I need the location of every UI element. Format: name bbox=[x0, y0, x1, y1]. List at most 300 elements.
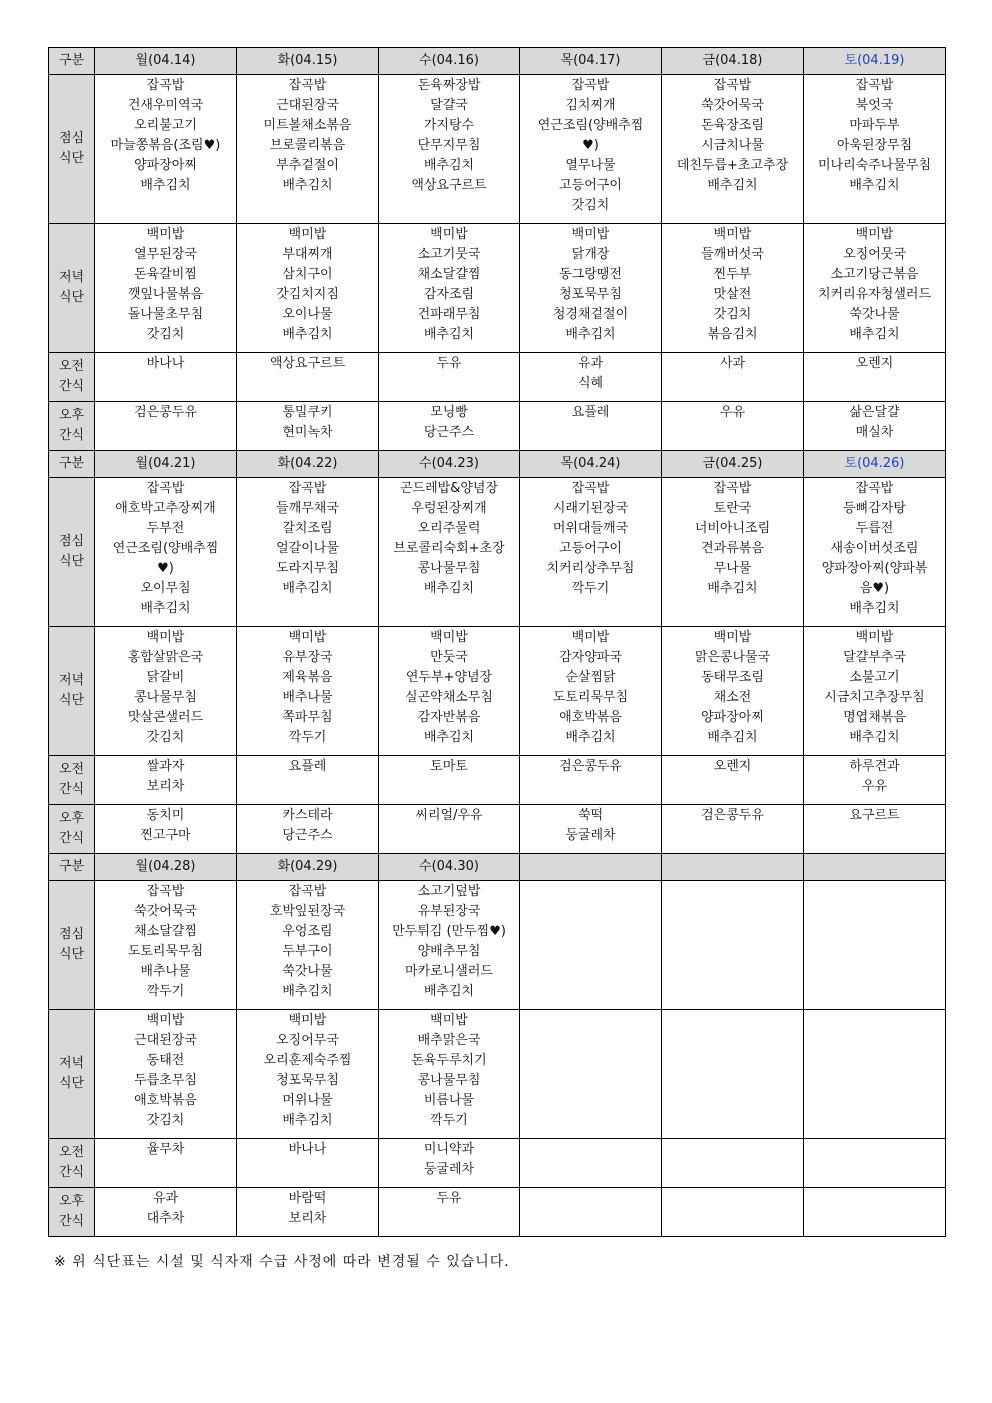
menu-item: 비름나물 bbox=[423, 1093, 475, 1108]
menu-item: 채소달걀찜 bbox=[134, 924, 197, 939]
row-label bbox=[49, 402, 95, 451]
menu-item: 배추김치 bbox=[423, 984, 475, 999]
menu-cell bbox=[379, 75, 520, 224]
menu-item: 홍합살맑은국 bbox=[127, 650, 204, 665]
menu-item: 북엇국 bbox=[855, 98, 894, 113]
menu-cell bbox=[804, 75, 946, 224]
menu-cell bbox=[804, 756, 946, 805]
menu-cell bbox=[379, 881, 520, 1010]
menu-item: 쌀과자 bbox=[146, 759, 185, 774]
menu-cell bbox=[520, 75, 662, 224]
menu-item: 배추김치 bbox=[423, 327, 475, 342]
menu-item: 맑은콩나물국 bbox=[694, 650, 771, 665]
menu-cell bbox=[520, 224, 662, 353]
menu-item: 두유 bbox=[436, 1191, 462, 1206]
menu-item: 동치미 bbox=[146, 808, 185, 823]
menu-item: 검은콩두유 bbox=[134, 405, 197, 420]
menu-cell bbox=[804, 1139, 946, 1188]
row-label bbox=[49, 478, 95, 627]
row-label-line: 식단 bbox=[58, 693, 85, 708]
menu-cell bbox=[237, 224, 379, 353]
day-date: 월(04.28) bbox=[95, 854, 237, 881]
menu-item: 제육볶음 bbox=[282, 670, 333, 685]
menu-cell bbox=[237, 627, 379, 756]
menu-item: 배추김치 bbox=[282, 1113, 333, 1128]
menu-item: 양파장아찌 bbox=[134, 158, 197, 173]
menu-item: 돈육두루치기 bbox=[411, 1053, 487, 1068]
menu-item: 고등어구이 bbox=[559, 178, 622, 193]
menu-item: 맛살콘샐러드 bbox=[127, 710, 204, 725]
row-label-line: 오후 bbox=[58, 811, 85, 826]
menu-item: 청포묵무침 bbox=[276, 1073, 339, 1088]
menu-item: 배추김치 bbox=[849, 327, 900, 342]
menu-item: 양배추무침 bbox=[417, 944, 481, 959]
menu-item: 배추김치 bbox=[707, 178, 758, 193]
menu-item: 배추김치 bbox=[282, 581, 333, 596]
menu-cell bbox=[662, 756, 804, 805]
menu-item: 고등어구이 bbox=[559, 541, 622, 556]
menu-cell bbox=[95, 1188, 237, 1237]
row-label bbox=[49, 1139, 95, 1188]
row-label bbox=[49, 75, 95, 224]
menu-cell bbox=[379, 478, 520, 627]
menu-item: 백미밥 bbox=[430, 630, 468, 645]
menu-item: 하루견과 bbox=[849, 759, 900, 774]
menu-item: 배추김치 bbox=[707, 581, 758, 596]
week-header-row bbox=[49, 451, 946, 478]
menu-item: 소고기덮밥 bbox=[417, 884, 481, 899]
day-date: 목(04.17) bbox=[520, 48, 662, 75]
menu-item: 배추김치 bbox=[849, 601, 900, 616]
pm-snack-row bbox=[49, 1188, 946, 1237]
menu-cell bbox=[804, 1010, 946, 1139]
menu-item: 만둣국 bbox=[430, 650, 468, 665]
menu-item: 콩나물무침 bbox=[417, 561, 481, 576]
day-date: 수(04.30) bbox=[379, 854, 520, 881]
menu-item: 두부전 bbox=[146, 521, 185, 536]
menu-cell bbox=[95, 478, 237, 627]
menu-item: 가지탕수 bbox=[423, 118, 475, 133]
menu-item: 오징어뭇국 bbox=[843, 247, 906, 262]
menu-cell bbox=[662, 224, 804, 353]
menu-item: 콩나물무침 bbox=[134, 690, 197, 705]
menu-item: 사과 bbox=[719, 356, 746, 371]
menu-item: 유과 bbox=[577, 356, 604, 371]
menu-item: 만두튀김 (만두찜♥) bbox=[392, 924, 506, 939]
menu-item: 미나리숙주나물무침 bbox=[817, 158, 932, 173]
menu-item: 우유 bbox=[861, 779, 888, 794]
menu-item: 두릅초무침 bbox=[134, 1073, 197, 1088]
am-snack-row bbox=[49, 353, 946, 402]
menu-item: 오이나물 bbox=[282, 307, 333, 322]
header-label: 구분 bbox=[49, 48, 95, 75]
menu-item: 현미녹차 bbox=[282, 425, 333, 440]
menu-item: 삶은달걀 bbox=[849, 405, 900, 420]
menu-item: 머위나물 bbox=[282, 1093, 333, 1108]
menu-cell bbox=[662, 1139, 804, 1188]
menu-item: 잡곡밥 bbox=[571, 78, 610, 93]
menu-item: 백미밥 bbox=[146, 227, 185, 242]
menu-item: 너비아니조림 bbox=[694, 521, 771, 536]
menu-item: 잡곡밥 bbox=[713, 481, 752, 496]
menu-item: 김치찌개 bbox=[565, 98, 616, 113]
menu-cell bbox=[804, 1188, 946, 1237]
row-label-line: 저녁 bbox=[58, 270, 85, 285]
menu-item: 백미밥 bbox=[855, 227, 894, 242]
menu-item: 갓김치 bbox=[146, 327, 185, 342]
menu-item: 바나나 bbox=[288, 1142, 327, 1157]
menu-item: ♥) bbox=[157, 561, 174, 576]
menu-item: 근대된장국 bbox=[134, 1033, 197, 1048]
menu-item: 쑥떡 bbox=[577, 808, 604, 823]
menu-item: 배추김치 bbox=[282, 327, 333, 342]
menu-cell bbox=[804, 805, 946, 854]
menu-item: 우엉조림 bbox=[282, 924, 333, 939]
day-date: 수(04.16) bbox=[379, 48, 520, 75]
row-label-line: 오전 bbox=[58, 1145, 85, 1160]
row-label-line: 오전 bbox=[58, 762, 85, 777]
menu-item: 백미밥 bbox=[288, 227, 327, 242]
menu-item: 검은콩두유 bbox=[701, 808, 764, 823]
menu-item: 배추맑은국 bbox=[417, 1033, 481, 1048]
menu-item: 마늘쫑볶음(조림♥) bbox=[110, 138, 221, 153]
day-date: 금(04.25) bbox=[662, 451, 804, 478]
lunch-row bbox=[49, 75, 946, 224]
menu-item: 동그랑땡전 bbox=[559, 267, 622, 282]
lunch-row bbox=[49, 881, 946, 1010]
menu-item: 둥굴레차 bbox=[423, 1162, 475, 1177]
menu-item: 쑥갓어묵국 bbox=[134, 904, 197, 919]
menu-item: 두릅전 bbox=[855, 521, 894, 536]
row-label-line: 간식 bbox=[58, 1214, 85, 1229]
menu-item: 오리불고기 bbox=[134, 118, 197, 133]
menu-item: 오리주물럭 bbox=[417, 521, 481, 536]
day-date: 월(04.14) bbox=[95, 48, 237, 75]
menu-item: 둥굴레차 bbox=[565, 828, 616, 843]
menu-item: 돈육갈비찜 bbox=[134, 267, 197, 282]
menu-item: 유부된장국 bbox=[417, 904, 481, 919]
menu-cell bbox=[662, 478, 804, 627]
menu-item: 백미밥 bbox=[713, 227, 752, 242]
menu-item: 소고기뭇국 bbox=[417, 247, 481, 262]
menu-item: 찐두부 bbox=[713, 267, 752, 282]
row-label-line: 점심 bbox=[58, 927, 85, 942]
menu-item: 씨리얼/우유 bbox=[415, 808, 483, 823]
menu-item: 순살찜닭 bbox=[565, 670, 616, 685]
menu-item: 배추김치 bbox=[282, 984, 333, 999]
menu-item: 백미밥 bbox=[430, 1013, 468, 1028]
menu-item: 건새우미역국 bbox=[127, 98, 204, 113]
menu-item: 율무차 bbox=[146, 1142, 185, 1157]
menu-item: 요구르트 bbox=[849, 808, 900, 823]
menu-item: 찐고구마 bbox=[140, 828, 191, 843]
menu-cell bbox=[379, 353, 520, 402]
menu-item: 동태전 bbox=[146, 1053, 185, 1068]
menu-item: 당근주스 bbox=[282, 828, 333, 843]
menu-item: 들깨버섯국 bbox=[701, 247, 764, 262]
menu-cell bbox=[520, 478, 662, 627]
menu-item: 백미밥 bbox=[571, 227, 610, 242]
am-snack-row bbox=[49, 1139, 946, 1188]
dinner-row bbox=[49, 224, 946, 353]
menu-item: 백미밥 bbox=[288, 630, 327, 645]
row-label-line: 식단 bbox=[58, 554, 85, 569]
row-label bbox=[49, 756, 95, 805]
dinner-row bbox=[49, 627, 946, 756]
menu-item: 돌나물초무침 bbox=[127, 307, 204, 322]
menu-item: 청경채겉절이 bbox=[552, 307, 629, 322]
menu-cell bbox=[520, 1139, 662, 1188]
menu-cell bbox=[379, 1139, 520, 1188]
menu-item: 배추김치 bbox=[849, 730, 900, 745]
day-date bbox=[520, 854, 662, 881]
menu-item: 치커리유자청샐러드 bbox=[817, 287, 932, 302]
menu-cell bbox=[95, 402, 237, 451]
menu-item: 갈치조림 bbox=[282, 521, 333, 536]
menu-item: 양파장아찌 bbox=[701, 710, 764, 725]
menu-item: 근대된장국 bbox=[276, 98, 339, 113]
menu-cell bbox=[804, 627, 946, 756]
menu-item: 모닝빵 bbox=[430, 405, 468, 420]
menu-item: 시금치고추장무침 bbox=[824, 690, 925, 705]
meal-schedule-table bbox=[48, 47, 946, 1237]
day-date bbox=[662, 854, 804, 881]
menu-item: 당근주스 bbox=[423, 425, 475, 440]
menu-item: 우유 bbox=[719, 405, 746, 420]
menu-cell bbox=[662, 1188, 804, 1237]
menu-item: 토란국 bbox=[713, 501, 752, 516]
menu-item: 오리훈제숙주찜 bbox=[263, 1053, 352, 1068]
menu-item: 잡곡밥 bbox=[855, 78, 894, 93]
menu-item: 곤드레밥&양념장 bbox=[399, 481, 499, 496]
menu-cell bbox=[95, 756, 237, 805]
menu-item: 잡곡밥 bbox=[146, 884, 185, 899]
menu-item: 도토리묵무침 bbox=[552, 690, 629, 705]
header-label: 구분 bbox=[49, 451, 95, 478]
menu-cell bbox=[95, 353, 237, 402]
menu-item: 들깨무채국 bbox=[276, 501, 339, 516]
menu-item: 배추김치 bbox=[140, 601, 191, 616]
row-label-line: 간식 bbox=[58, 831, 85, 846]
menu-cell bbox=[237, 805, 379, 854]
header-label: 구분 bbox=[49, 854, 95, 881]
menu-item: 백미밥 bbox=[146, 630, 185, 645]
menu-item: 갓김치 bbox=[713, 307, 752, 322]
menu-cell bbox=[804, 353, 946, 402]
menu-item: 견과류볶음 bbox=[701, 541, 764, 556]
menu-item: 바람떡 bbox=[288, 1191, 327, 1206]
menu-item: 열무된장국 bbox=[134, 247, 197, 262]
menu-item: 달걀국 bbox=[430, 98, 468, 113]
menu-item: 깍두기 bbox=[430, 1113, 468, 1128]
menu-item: 오징어무국 bbox=[276, 1033, 339, 1048]
menu-item: 백미밥 bbox=[288, 1013, 327, 1028]
menu-item: 호박잎된장국 bbox=[269, 904, 346, 919]
menu-item: 토마토 bbox=[430, 759, 468, 774]
menu-cell bbox=[237, 478, 379, 627]
menu-item: 백미밥 bbox=[430, 227, 468, 242]
menu-item: 음♥) bbox=[859, 581, 890, 596]
row-label-line: 오전 bbox=[58, 359, 85, 374]
week-header-row bbox=[49, 48, 946, 75]
menu-item: 요플레 bbox=[288, 759, 327, 774]
menu-item: 잡곡밥 bbox=[713, 78, 752, 93]
menu-item: 감자반볶음 bbox=[417, 710, 481, 725]
menu-item: 시래기된장국 bbox=[552, 501, 629, 516]
menu-item: 대추차 bbox=[146, 1211, 185, 1226]
menu-cell bbox=[237, 353, 379, 402]
menu-cell bbox=[662, 1010, 804, 1139]
menu-item: 돈육짜장밥 bbox=[417, 78, 481, 93]
menu-item: 돈육장조림 bbox=[701, 118, 764, 133]
menu-cell bbox=[95, 224, 237, 353]
menu-item: 양파장아찌(양파볶 bbox=[821, 561, 928, 576]
menu-item: 깻잎나물볶음 bbox=[127, 287, 204, 302]
menu-cell bbox=[95, 805, 237, 854]
pm-snack-row bbox=[49, 805, 946, 854]
menu-cell bbox=[804, 881, 946, 1010]
menu-cell bbox=[379, 402, 520, 451]
menu-cell bbox=[237, 881, 379, 1010]
day-date: 금(04.18) bbox=[662, 48, 804, 75]
menu-item: 부대찌개 bbox=[282, 247, 333, 262]
menu-cell bbox=[379, 805, 520, 854]
menu-item: 배추김치 bbox=[565, 327, 616, 342]
menu-item: 검은콩두유 bbox=[559, 759, 622, 774]
day-date: 월(04.21) bbox=[95, 451, 237, 478]
menu-cell bbox=[520, 805, 662, 854]
menu-cell bbox=[95, 75, 237, 224]
menu-item: 보리차 bbox=[146, 779, 185, 794]
row-label-line: 오후 bbox=[58, 1194, 85, 1209]
menu-item: 두유 bbox=[436, 356, 462, 371]
menu-item: 갓김치 bbox=[146, 730, 185, 745]
row-label bbox=[49, 881, 95, 1010]
pm-snack-row bbox=[49, 402, 946, 451]
menu-cell bbox=[662, 353, 804, 402]
menu-item: 미트볼채소볶음 bbox=[263, 118, 352, 133]
menu-item: 소고기당근볶음 bbox=[830, 267, 919, 282]
menu-item: 백미밥 bbox=[146, 1013, 185, 1028]
menu-item: 갓김치 bbox=[571, 198, 610, 213]
row-label-line: 식단 bbox=[58, 290, 85, 305]
menu-item: 깍두기 bbox=[146, 984, 185, 999]
menu-item: 등뼈감자탕 bbox=[843, 501, 906, 516]
menu-item: 애호박볶음 bbox=[134, 1093, 197, 1108]
menu-item: 도라지무침 bbox=[276, 561, 339, 576]
menu-item: 시금치나물 bbox=[701, 138, 764, 153]
menu-item: 매실차 bbox=[855, 425, 894, 440]
menu-cell bbox=[237, 402, 379, 451]
day-date bbox=[804, 854, 946, 881]
menu-cell bbox=[804, 224, 946, 353]
menu-cell bbox=[95, 881, 237, 1010]
menu-item: 액상요구르트 bbox=[269, 356, 346, 371]
menu-item: 백미밥 bbox=[855, 630, 894, 645]
dinner-row bbox=[49, 1010, 946, 1139]
day-date: 화(04.15) bbox=[237, 48, 379, 75]
menu-item: 부추겉절이 bbox=[276, 158, 339, 173]
menu-item: 오렌지 bbox=[855, 356, 894, 371]
row-label-line: 저녁 bbox=[58, 1056, 85, 1071]
menu-item: 배추김치 bbox=[849, 178, 900, 193]
menu-item: 통밀쿠키 bbox=[282, 405, 333, 420]
menu-cell bbox=[520, 881, 662, 1010]
am-snack-row bbox=[49, 756, 946, 805]
menu-item: 브로콜리숙회+초장 bbox=[393, 541, 505, 556]
row-label-line: 점심 bbox=[58, 534, 85, 549]
menu-item: 갓김치지짐 bbox=[276, 287, 339, 302]
menu-item: 소불고기 bbox=[849, 670, 900, 685]
menu-cell bbox=[662, 805, 804, 854]
day-date: 토(04.26) bbox=[804, 451, 946, 478]
day-date: 화(04.22) bbox=[237, 451, 379, 478]
menu-item: 쑥갓어묵국 bbox=[701, 98, 764, 113]
menu-item: 배추나물 bbox=[282, 690, 333, 705]
menu-cell bbox=[379, 224, 520, 353]
footnote: ※ 위 식단표는 시설 및 식자재 수급 사정에 따라 변경될 수 있습니다. bbox=[54, 1254, 510, 1270]
menu-item: 얼갈이나물 bbox=[276, 541, 339, 556]
row-label bbox=[49, 1188, 95, 1237]
menu-item: 명엽채볶음 bbox=[843, 710, 906, 725]
row-label-line: 간식 bbox=[58, 782, 85, 797]
menu-item: 머위대들깨국 bbox=[552, 521, 629, 536]
menu-item: 연두부+양념장 bbox=[405, 670, 493, 685]
menu-item: 배추김치 bbox=[423, 730, 475, 745]
menu-item: 연근조림(양배추찜 bbox=[112, 541, 219, 556]
menu-cell bbox=[95, 627, 237, 756]
menu-cell bbox=[379, 756, 520, 805]
menu-item: 오렌지 bbox=[713, 759, 752, 774]
menu-cell bbox=[804, 478, 946, 627]
menu-item: 애호박고추장찌개 bbox=[115, 501, 216, 516]
menu-item: 볶음김치 bbox=[707, 327, 758, 342]
menu-item: 마파두부 bbox=[849, 118, 900, 133]
menu-item: 바나나 bbox=[146, 356, 185, 371]
menu-cell bbox=[520, 353, 662, 402]
menu-item: 닭개장 bbox=[571, 247, 610, 262]
menu-item: 오이무침 bbox=[140, 581, 191, 596]
menu-item: 쪽파무침 bbox=[282, 710, 333, 725]
menu-item: 잡곡밥 bbox=[288, 884, 327, 899]
menu-item: 배추김치 bbox=[423, 581, 475, 596]
menu-item: 채소달걀찜 bbox=[417, 267, 481, 282]
week-header-row bbox=[49, 854, 946, 881]
day-date: 수(04.23) bbox=[379, 451, 520, 478]
menu-item: 치커리상추무침 bbox=[546, 561, 635, 576]
menu-item: 애호박볶음 bbox=[559, 710, 622, 725]
menu-cell bbox=[237, 756, 379, 805]
menu-item: 닭갈비 bbox=[146, 670, 185, 685]
menu-cell bbox=[520, 1010, 662, 1139]
menu-item: 데친두릅+초고추장 bbox=[676, 158, 789, 173]
menu-item: 마카로니샐러드 bbox=[405, 964, 493, 979]
menu-item: 도토리묵무침 bbox=[127, 944, 204, 959]
row-label bbox=[49, 353, 95, 402]
menu-cell bbox=[520, 627, 662, 756]
menu-item: 배추김치 bbox=[707, 730, 758, 745]
menu-cell bbox=[95, 1010, 237, 1139]
row-label bbox=[49, 805, 95, 854]
menu-item: 단무지무침 bbox=[417, 138, 481, 153]
menu-item: 액상요구르트 bbox=[411, 178, 487, 193]
menu-item: 요플레 bbox=[571, 405, 610, 420]
menu-item: 깍두기 bbox=[288, 730, 327, 745]
menu-item: 배추김치 bbox=[565, 730, 616, 745]
menu-cell bbox=[237, 75, 379, 224]
row-label-line: 점심 bbox=[58, 131, 85, 146]
menu-item: 미니약과 bbox=[423, 1142, 475, 1157]
